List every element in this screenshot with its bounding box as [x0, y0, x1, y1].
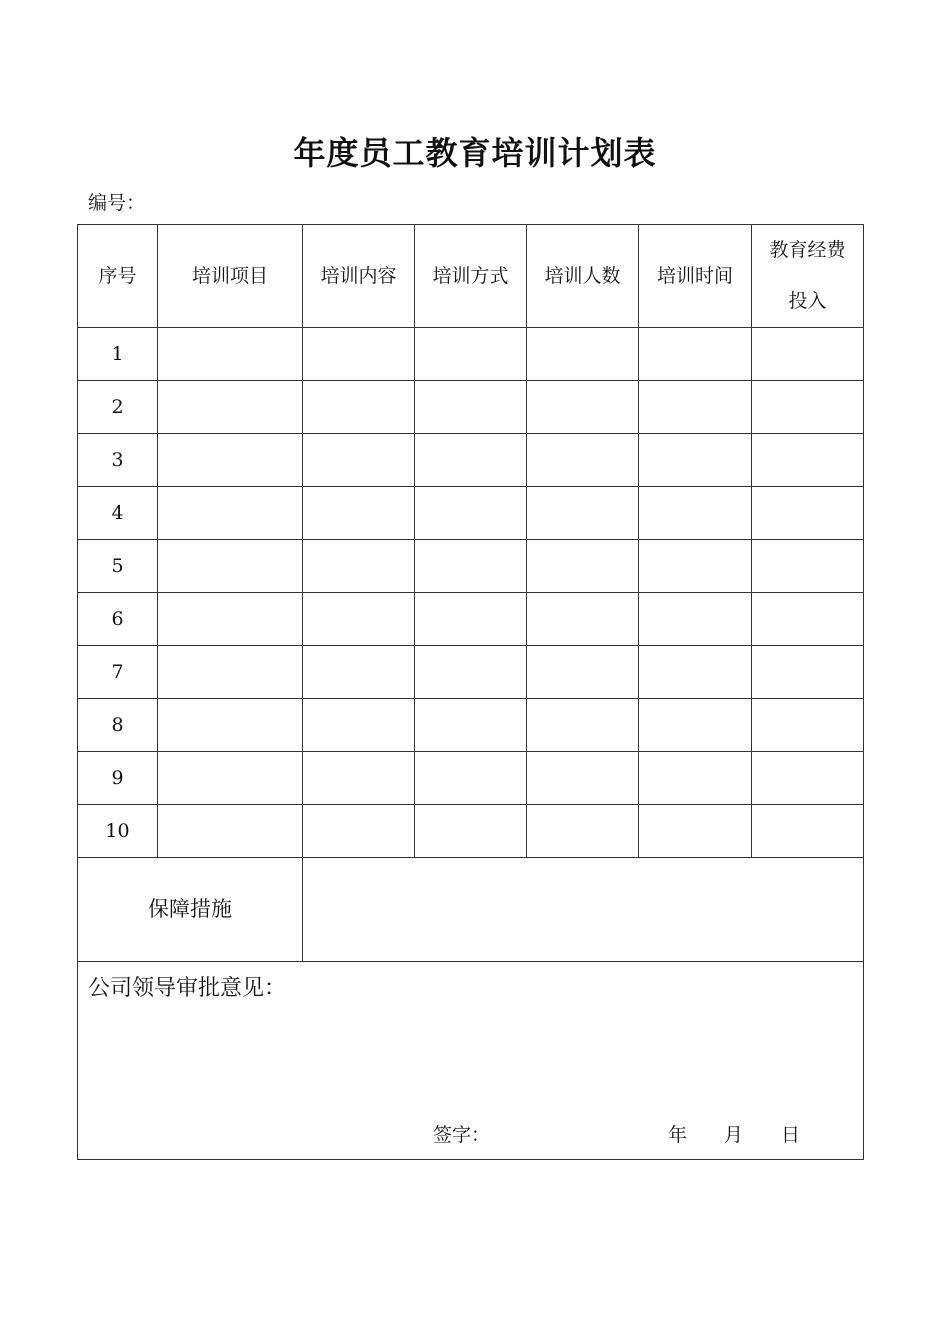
table-cell[interactable]: [527, 487, 639, 540]
table-row: [78, 540, 864, 593]
table-cell[interactable]: [158, 540, 303, 593]
row-number: 7: [78, 646, 158, 699]
approval-row: [78, 962, 864, 1160]
table-cell[interactable]: [639, 540, 752, 593]
day-label: 日: [781, 1124, 801, 1146]
row-number: 3: [78, 434, 158, 487]
header-cell-budget: [752, 225, 864, 328]
table-row: [78, 434, 864, 487]
table-cell[interactable]: [639, 593, 752, 646]
table-cell[interactable]: [415, 699, 527, 752]
header-budget-line1: 教育经费: [769, 239, 846, 261]
table-cell[interactable]: [752, 487, 864, 540]
table-cell[interactable]: [303, 752, 415, 805]
measures-label: 保障措施: [78, 858, 303, 962]
header-cell: 序号: [78, 225, 158, 328]
table-cell[interactable]: [527, 699, 639, 752]
table-cell[interactable]: [527, 540, 639, 593]
table-row: [78, 752, 864, 805]
table-cell[interactable]: [158, 699, 303, 752]
table-cell[interactable]: [158, 434, 303, 487]
row-number: 9: [78, 752, 158, 805]
table-cell[interactable]: [639, 752, 752, 805]
table-cell[interactable]: [158, 487, 303, 540]
table-cell[interactable]: [527, 805, 639, 858]
month-label: 月: [724, 1124, 744, 1146]
table-cell[interactable]: [415, 328, 527, 381]
table-cell[interactable]: [415, 805, 527, 858]
table-cell[interactable]: [752, 381, 864, 434]
row-number: 6: [78, 593, 158, 646]
table-cell[interactable]: [158, 328, 303, 381]
table-cell[interactable]: [752, 434, 864, 487]
header-cell: 培训项目: [158, 225, 303, 328]
table-cell[interactable]: [415, 752, 527, 805]
approval-field[interactable]: [78, 962, 864, 1160]
table-cell[interactable]: [527, 381, 639, 434]
table-row: [78, 593, 864, 646]
table-cell[interactable]: [415, 540, 527, 593]
table-cell[interactable]: [303, 593, 415, 646]
table-cell[interactable]: [303, 646, 415, 699]
row-number: 1: [78, 328, 158, 381]
approval-title: 公司领导审批意见：: [88, 976, 287, 1001]
table-cell[interactable]: [752, 752, 864, 805]
table-cell[interactable]: [639, 646, 752, 699]
table-row: [78, 328, 864, 381]
table-cell[interactable]: [639, 805, 752, 858]
header-budget-line2: 投入: [788, 290, 827, 312]
row-number: 2: [78, 381, 158, 434]
header-cell: 培训人数: [527, 225, 639, 328]
table-cell[interactable]: [303, 434, 415, 487]
table-cell[interactable]: [527, 752, 639, 805]
header-cell: 培训方式: [415, 225, 527, 328]
year-label: 年: [668, 1124, 688, 1146]
table-cell[interactable]: [303, 487, 415, 540]
table-cell[interactable]: [158, 752, 303, 805]
table-cell[interactable]: [303, 540, 415, 593]
measures-row: [78, 858, 864, 962]
table-cell[interactable]: [158, 381, 303, 434]
table-cell[interactable]: [527, 646, 639, 699]
table-cell[interactable]: [752, 540, 864, 593]
table-cell[interactable]: [752, 805, 864, 858]
table-cell[interactable]: [415, 434, 527, 487]
table-cell[interactable]: [752, 699, 864, 752]
table-cell[interactable]: [415, 593, 527, 646]
header-cell: 培训内容: [303, 225, 415, 328]
measures-field[interactable]: [303, 858, 864, 962]
row-number: 10: [78, 805, 158, 858]
page-title: 年度员工教育培训计划表: [293, 134, 657, 172]
table-cell[interactable]: [158, 646, 303, 699]
table-cell[interactable]: [639, 328, 752, 381]
training-plan-table: [77, 224, 864, 1160]
table-cell[interactable]: [639, 699, 752, 752]
table-cell[interactable]: [415, 487, 527, 540]
table-row: [78, 487, 864, 540]
table-cell[interactable]: [639, 381, 752, 434]
table-cell[interactable]: [158, 805, 303, 858]
table-cell[interactable]: [415, 381, 527, 434]
table-cell[interactable]: [752, 593, 864, 646]
row-number: 8: [78, 699, 158, 752]
header-cell: 培训时间: [639, 225, 752, 328]
table-row: [78, 699, 864, 752]
row-number: 5: [78, 540, 158, 593]
table-cell[interactable]: [527, 328, 639, 381]
table-row: [78, 805, 864, 858]
table-row: [78, 381, 864, 434]
table-row: [78, 646, 864, 699]
table-cell[interactable]: [639, 434, 752, 487]
table-cell[interactable]: [752, 328, 864, 381]
table-header-row: [78, 225, 864, 328]
table-cell[interactable]: [303, 328, 415, 381]
table-cell[interactable]: [639, 487, 752, 540]
table-cell[interactable]: [303, 381, 415, 434]
table-cell[interactable]: [527, 434, 639, 487]
table-cell[interactable]: [158, 593, 303, 646]
serial-number-label: 编号：: [88, 192, 146, 214]
table-cell[interactable]: [752, 646, 864, 699]
row-number: 4: [78, 487, 158, 540]
table-cell[interactable]: [527, 593, 639, 646]
table-cell[interactable]: [303, 699, 415, 752]
signature-label: 签字：: [433, 1124, 491, 1146]
table-cell[interactable]: [303, 805, 415, 858]
table-cell[interactable]: [415, 646, 527, 699]
